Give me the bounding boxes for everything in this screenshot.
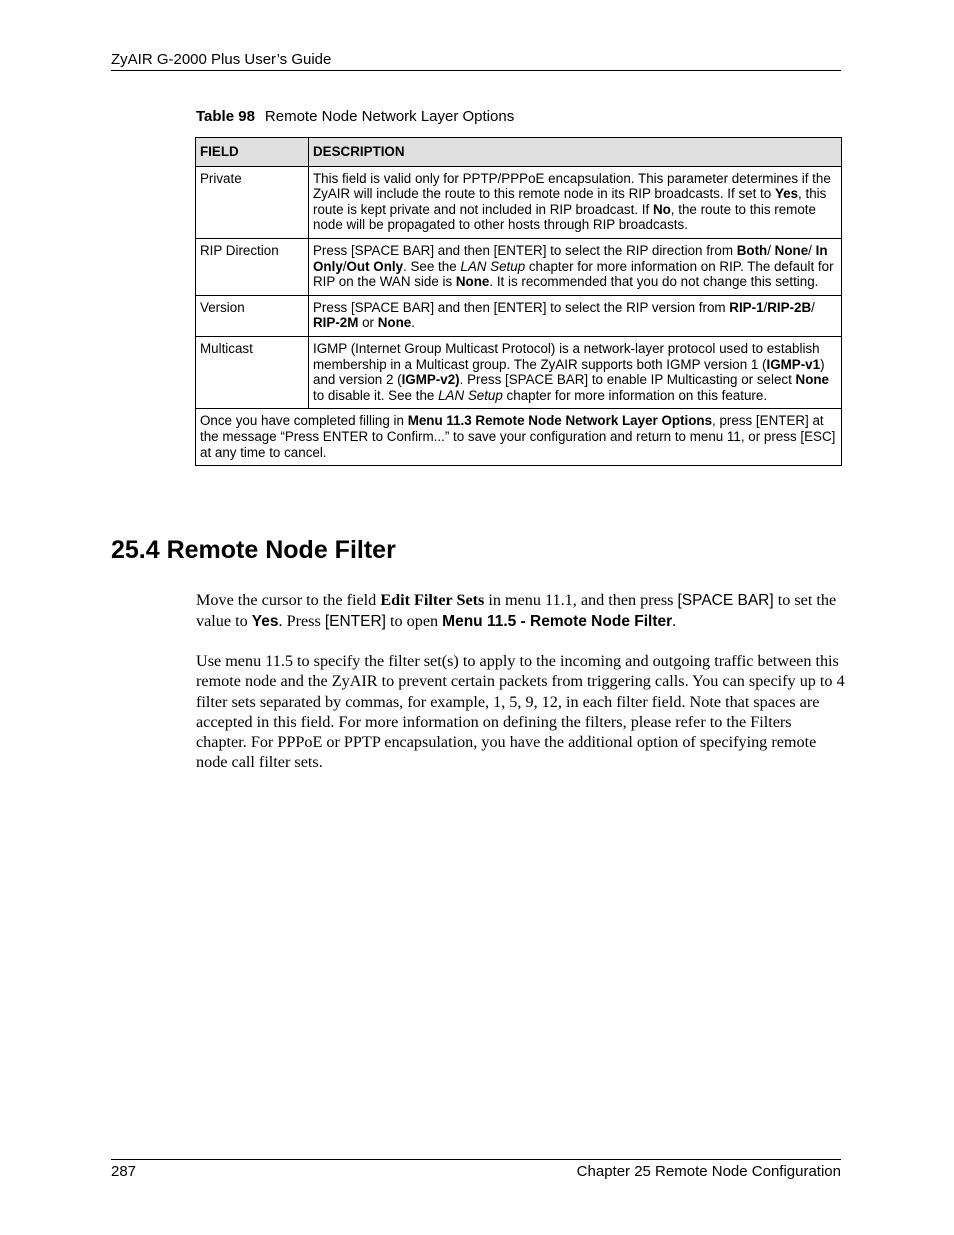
section-heading: 25.4 Remote Node Filter <box>111 536 396 564</box>
table-header-row <box>196 138 842 167</box>
field-column-header: FIELD <box>196 138 309 167</box>
description-cell: This field is valid only for PPTP/PPPoE encapsulation. This parameter determines if the ZyAIR will include the route to this remote node in its RIP broadcasts. If set to Yes, this route is kept private and not included in RIP broadcast. If No, the route to this remote node will be propagated to other hosts through RIP broadcasts. <box>309 166 842 238</box>
description-cell: IGMP (Internet Group Multicast Protocol) is a network-layer protocol used to establish membership in a Multicast group. The ZyAIR supports both IGMP version 1 (IGMP-v1) and version 2 (IGMP-v2). Press [SPACE BAR] to enable IP Multicasting or select None to disable it. See the LAN Setup chapter for more information on this feature. <box>309 336 842 408</box>
table-footer-note: Once you have completed filling in Menu 11.3 Remote Node Network Layer Options, press [ENTER] at the message “Press ENTER to Confirm...” to save your configuration and return to menu 11, or press [ESC] at any time to cancel. <box>196 409 842 466</box>
chapter-title: Chapter 25 Remote Node Configuration <box>576 1163 841 1180</box>
table-footer-row <box>196 409 842 466</box>
table-row-multicast <box>196 336 842 408</box>
table-caption <box>196 108 514 125</box>
field-cell: Private <box>196 166 309 238</box>
field-cell: Multicast <box>196 336 309 408</box>
table-row-version <box>196 295 842 336</box>
description-column-header: DESCRIPTION <box>309 138 842 167</box>
table-row-rip-direction <box>196 238 842 295</box>
table-title: Remote Node Network Layer Options <box>264 108 515 125</box>
paragraph-edit-filter-sets: Move the cursor to the field Edit Filter Sets in menu 11.1, and then press [SPACE BAR] to set the value to Yes. Press [ENTER] to open Menu 11.5 - Remote Node Filter. <box>196 591 837 631</box>
page-footer <box>111 1159 841 1180</box>
paragraph-menu-11-5: Use menu 11.5 to specify the filter set(s) to apply to the incoming and outgoing traffic between this remote node and the ZyAIR to prevent certain packets from triggering calls. You can specify up to 4 filter sets separated by commas, for example, 1, 5, 9, 12, in each filter field. Note that spaces are accepted in this field. For more information on defining the filters, please refer to the Filters chapter. For PPPoE or PPTP encapsulation, you have the additional option of specifying remote node call filter sets. <box>196 652 845 772</box>
table-number: Table 98 <box>196 108 255 125</box>
page-header <box>111 51 841 71</box>
field-cell: RIP Direction <box>196 238 309 295</box>
table-row-private <box>196 166 842 238</box>
field-cell: Version <box>196 295 309 336</box>
description-cell: Press [SPACE BAR] and then [ENTER] to select the RIP direction from Both/ None/ In Only/Out Only. See the LAN Setup chapter for more information on RIP. The default for RIP on the WAN side is None. It is recommended that you do not change this setting. <box>309 238 842 295</box>
description-cell: Press [SPACE BAR] and then [ENTER] to select the RIP version from RIP-1/RIP-2B/ RIP-2M or None. <box>309 295 842 336</box>
page-number: 287 <box>111 1163 137 1180</box>
header-title: ZyAIR G-2000 Plus User’s Guide <box>111 51 332 68</box>
options-table <box>195 137 842 466</box>
